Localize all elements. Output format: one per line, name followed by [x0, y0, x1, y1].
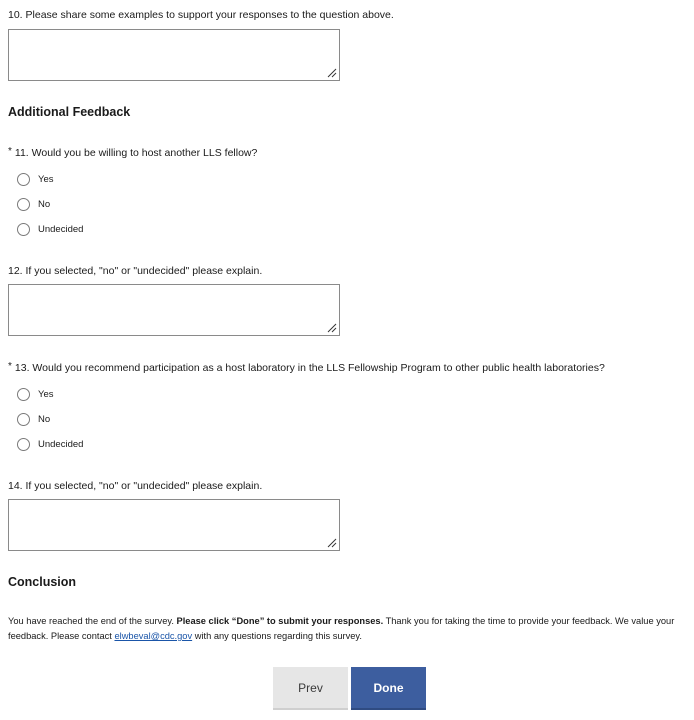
required-marker: * [8, 361, 12, 372]
conclusion-heading: Conclusion [8, 575, 77, 589]
contact-email-link[interactable]: elwbeval@cdc.gov [114, 631, 193, 641]
conclusion-text: You have reached the end of the survey. Please click “Done” to submit your responses. Thank you for taking the time to provide your feedback. We value your feedback. Please contact elwbeval@cdc.gov with any questions regarding this survey. [8, 616, 675, 641]
q11-option-undecided[interactable]: Undecided [17, 221, 83, 237]
question-13-label: * 13. Would you recommend participation as a host laboratory in the LLS Fellowship Program to other public health laboratories? [8, 361, 605, 374]
radio-button[interactable] [17, 223, 30, 236]
question-12-label: 12. If you selected, "no" or "undecided" please explain. [8, 265, 263, 277]
radio-button[interactable] [17, 198, 30, 211]
resize-handle-icon[interactable] [327, 538, 337, 548]
q13-option-no[interactable]: No [17, 411, 50, 427]
resize-handle-icon[interactable] [327, 323, 337, 333]
question-10-label: 10. Please share some examples to support your responses to the question above. [8, 9, 394, 21]
question-11-label: * 11. Would you be willing to host another LLS fellow? [8, 146, 258, 159]
radio-button[interactable] [17, 388, 30, 401]
radio-button[interactable] [17, 438, 30, 451]
question-12-textarea[interactable] [8, 284, 340, 336]
required-marker: * [8, 146, 12, 157]
radio-button[interactable] [17, 413, 30, 426]
done-button[interactable]: Done [351, 667, 426, 710]
radio-button[interactable] [17, 173, 30, 186]
q11-option-no[interactable]: No [17, 196, 50, 212]
q13-option-yes[interactable]: Yes [17, 386, 54, 402]
question-10-textarea[interactable] [8, 29, 340, 81]
q11-option-yes[interactable]: Yes [17, 171, 54, 187]
additional-feedback-heading: Additional Feedback [8, 105, 131, 119]
q13-option-undecided[interactable]: Undecided [17, 436, 83, 452]
prev-button[interactable]: Prev [273, 667, 348, 710]
question-14-label: 14. If you selected, "no" or "undecided" please explain. [8, 480, 263, 492]
resize-handle-icon[interactable] [327, 68, 337, 78]
question-14-textarea[interactable] [8, 499, 340, 551]
